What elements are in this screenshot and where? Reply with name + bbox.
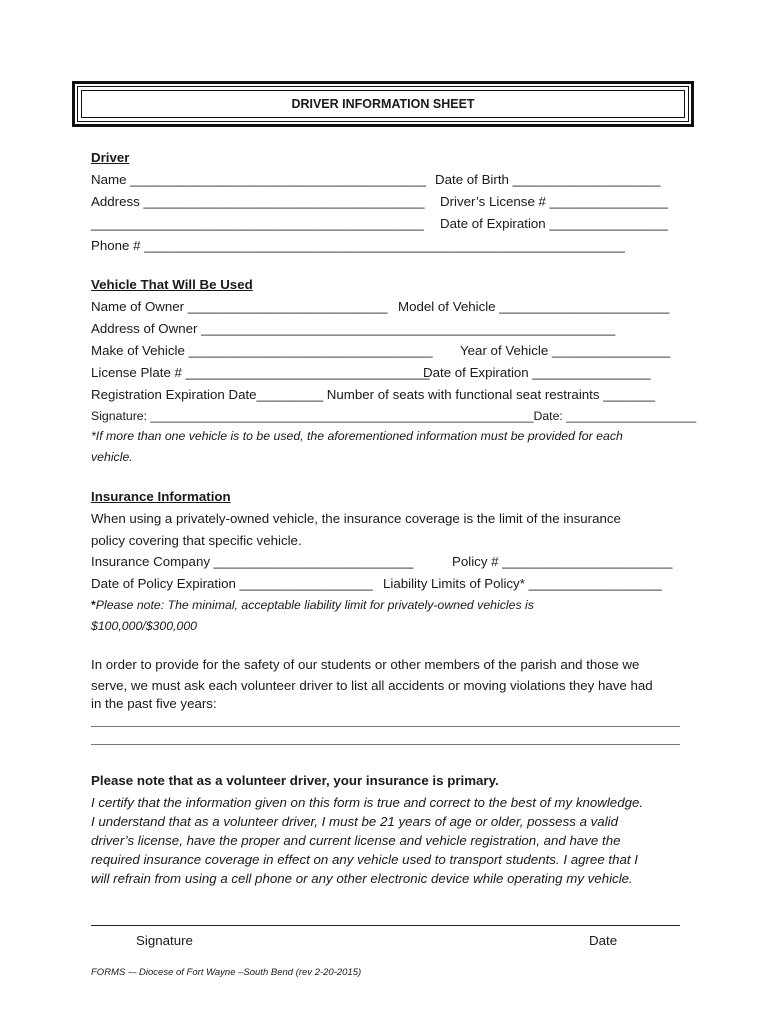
certify-line-1: I certify that the information given on this form is true and correct to the best of my knowledge. [91, 795, 644, 810]
insurance-note-star: * [91, 598, 96, 612]
certify-line-5: will refrain from using a cell phone or any other electronic device while operating my vehicle. [91, 871, 633, 886]
insurance-note [91, 597, 534, 613]
date-label: Date [589, 933, 618, 948]
insurance-paragraph-continued: policy covering that specific vehicle. [91, 533, 302, 548]
driver-phone-field[interactable]: Phone # _________________________________________________________________ [91, 238, 625, 253]
vehicle-heading: Vehicle That Will Be Used [91, 277, 253, 292]
driver-license-expiration-field[interactable]: Date of Expiration ________________ [440, 216, 668, 231]
insurance-company-field[interactable]: Insurance Company ___________________________ [91, 554, 414, 569]
vehicle-note: *If more than one vehicle is to be used, the aforementioned information must be provided for each [91, 429, 623, 443]
title-frame [81, 90, 685, 118]
signature-line[interactable] [91, 925, 680, 926]
certify-line-4: required insurance coverage in effect on any vehicle used to transport students. I agree that I [91, 852, 638, 867]
primary-insurance-note: Please note that as a volunteer driver, your insurance is primary. [91, 773, 499, 788]
page-title: DRIVER INFORMATION SHEET [291, 97, 475, 111]
driver-dob-field[interactable]: Date of Birth ____________________ [435, 172, 661, 187]
owner-name-field[interactable]: Name of Owner ___________________________ [91, 299, 388, 314]
accidents-paragraph-line3: in the past five years: [91, 696, 217, 711]
accidents-paragraph-line2: serve, we must ask each volunteer driver to list all accidents or moving violations they have had [91, 678, 653, 693]
insurance-heading: Insurance Information [91, 489, 231, 504]
vehicle-make-field[interactable]: Make of Vehicle _________________________________ [91, 343, 433, 358]
liability-limits-field[interactable]: Liability Limits of Policy* __________________ [383, 576, 662, 591]
policy-expiration-field[interactable]: Date of Policy Expiration __________________ [91, 576, 373, 591]
footer-text: FORMS -– Diocese of Fort Wayne –South Bend (rev 2-20-2015) [91, 967, 362, 978]
driver-heading: Driver [91, 150, 130, 165]
certify-line-3: driver’s license, have the proper and current license and vehicle registration, and have the [91, 833, 621, 848]
insurance-note-amount: $100,000/$300,000 [91, 619, 197, 633]
accidents-answer-line-2[interactable] [91, 744, 680, 745]
driver-name-field[interactable]: Name ________________________________________ [91, 172, 426, 187]
vehicle-year-field[interactable]: Year of Vehicle ________________ [460, 343, 671, 358]
owner-address-field[interactable]: Address of Owner ________________________________________________________ [91, 321, 616, 336]
vehicle-registration-expiration-field[interactable]: Date of Expiration ________________ [423, 365, 651, 380]
accidents-paragraph-line1: In order to provide for the safety of our students or other members of the parish and those we [91, 657, 640, 672]
insurance-note-text: Please note: The minimal, acceptable liability limit for privately-owned vehicles is [95, 598, 534, 612]
insurance-paragraph: When using a privately-owned vehicle, the insurance coverage is the limit of the insurance [91, 511, 621, 526]
driver-license-field[interactable]: Driver’s License # ________________ [440, 194, 668, 209]
vehicle-note-continued: vehicle. [91, 450, 133, 464]
license-plate-field[interactable]: License Plate # _________________________________ [91, 365, 430, 380]
certify-line-2: I understand that as a volunteer driver, I must be 21 years of age or older, possess a valid [91, 814, 619, 829]
vehicle-model-field[interactable]: Model of Vehicle _______________________ [398, 299, 670, 314]
driver-address-line2-field[interactable]: _____________________________________________ [91, 216, 424, 231]
signature-label: Signature [136, 933, 193, 948]
policy-number-field[interactable]: Policy # _______________________ [452, 554, 673, 569]
driver-address-field[interactable]: Address ______________________________________ [91, 194, 425, 209]
vehicle-signature-field[interactable]: Signature: ________________________________________________________Date: ___________________ [91, 409, 697, 423]
registration-seats-field[interactable]: Registration Expiration Date_________ Number of seats with functional seat restraints _______ [91, 387, 655, 402]
accidents-answer-line-1[interactable] [91, 726, 680, 727]
